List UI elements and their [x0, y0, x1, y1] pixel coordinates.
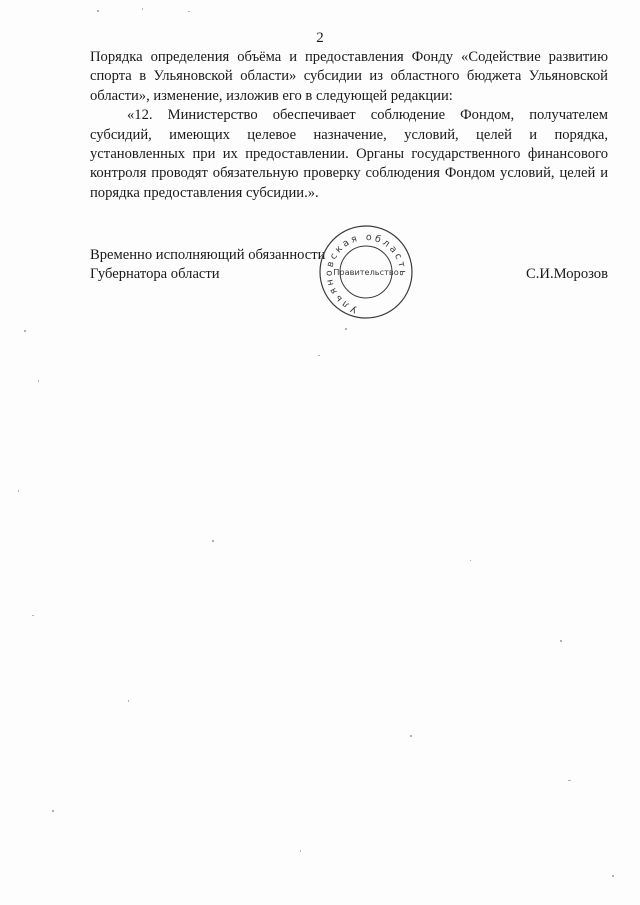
paragraph-continuation: Порядка определения объёма и предоставления Фонду «Содействие развитию спорта в Ульяновской области» субсидии из областного бюджета Ульяновской области», изменение, изложив его в следующей редакции:: [90, 49, 608, 104]
seal-ring-text: Ульяновская область: [323, 231, 409, 315]
scan-speck: [52, 810, 54, 812]
scan-speck: [32, 615, 34, 616]
scan-speck: [410, 735, 412, 737]
scan-speck: [612, 875, 614, 877]
official-seal-stamp: [316, 224, 416, 320]
scan-speck: [212, 540, 214, 542]
signatory-title-line-2: Губернатора области: [90, 266, 220, 283]
scan-speck: [568, 780, 571, 781]
scan-speck: [128, 700, 129, 702]
scan-speck: [18, 490, 19, 492]
signatory-title-line-1: Временно исполняющий обязанности: [90, 247, 326, 263]
scan-speck: [345, 328, 347, 330]
signatory-name: С.И.Морозов: [526, 266, 608, 283]
scan-speck: [318, 355, 320, 356]
scan-speck: [300, 850, 301, 852]
scan-speck: [142, 8, 143, 10]
page-number: 2: [316, 30, 324, 46]
scan-speck: [470, 560, 471, 561]
seal-center-text: Правительство: [333, 267, 399, 277]
document-body: [90, 48, 608, 203]
scan-speck: [188, 11, 190, 12]
paragraph-clause-12: «12. Министерство обеспечивает соблюдение Фондом, получателем субсидий, имеющих целевое назначение, условий, целей и порядка, установленных при их предоставлении. Органы государственного финансового контроля проводят обязательную проверку соблюдения Фондом условий, целей и порядка предоставления субсидии.».: [90, 107, 608, 201]
signatory-title: [90, 246, 325, 285]
scan-speck: [97, 10, 99, 12]
scan-speck: [24, 330, 26, 332]
seal-graphic: [316, 224, 416, 320]
scan-speck: [38, 380, 39, 382]
scan-speck: [560, 640, 562, 642]
